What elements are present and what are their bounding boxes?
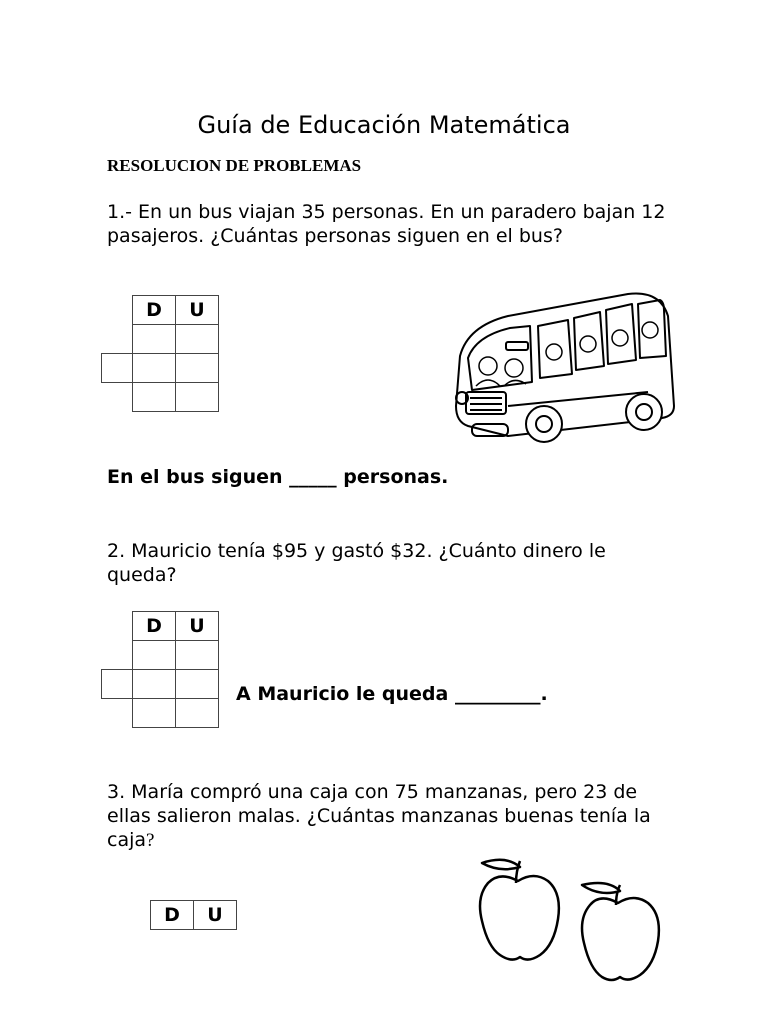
cell xyxy=(176,383,219,412)
place-value-table-3 xyxy=(150,900,237,930)
problem-1-text: 1.- En un bus viajan 35 personas. En un paradero bajan 12 pasajeros. ¿Cuántas personas siguen en el bus? xyxy=(107,201,666,247)
section-subtitle: RESOLUCION DE PROBLEMAS xyxy=(107,156,362,175)
problem-1-answer: En el bus siguen _____ personas. xyxy=(107,466,449,488)
tens-header: D xyxy=(133,296,176,325)
problem-2-text: 2. Mauricio tenía $95 y gastó $32. ¿Cuánto dinero le queda? xyxy=(107,540,606,586)
place-value-table-1 xyxy=(101,295,219,412)
cell xyxy=(176,699,219,728)
bus-illustration xyxy=(448,286,678,454)
tens-header: D xyxy=(151,901,194,930)
cell xyxy=(176,325,219,354)
problem-3-text-main: 3. María compró una caja con 75 manzanas, pero 23 de ellas salieron malas. ¿Cuántas manzanas buenas tenía la caja xyxy=(107,781,651,851)
problem-2-answer: A Mauricio le queda _________. xyxy=(236,683,548,705)
operator-cell xyxy=(102,354,133,383)
tens-header: D xyxy=(133,612,176,641)
units-header: U xyxy=(176,296,219,325)
page-title: Guía de Educación Matemática xyxy=(197,111,571,139)
cell xyxy=(133,699,176,728)
units-header: U xyxy=(176,612,219,641)
cell xyxy=(176,641,219,670)
place-value-table-2 xyxy=(101,611,219,728)
cell xyxy=(133,325,176,354)
units-header: U xyxy=(194,901,237,930)
cell xyxy=(133,354,176,383)
cell xyxy=(133,383,176,412)
cell xyxy=(133,670,176,699)
cell xyxy=(176,354,219,383)
apple-illustration xyxy=(470,855,680,990)
problem-3-text-end: ? xyxy=(146,830,155,851)
cell xyxy=(133,641,176,670)
cell xyxy=(176,670,219,699)
operator-cell xyxy=(102,670,133,699)
problem-3-text xyxy=(107,780,667,853)
